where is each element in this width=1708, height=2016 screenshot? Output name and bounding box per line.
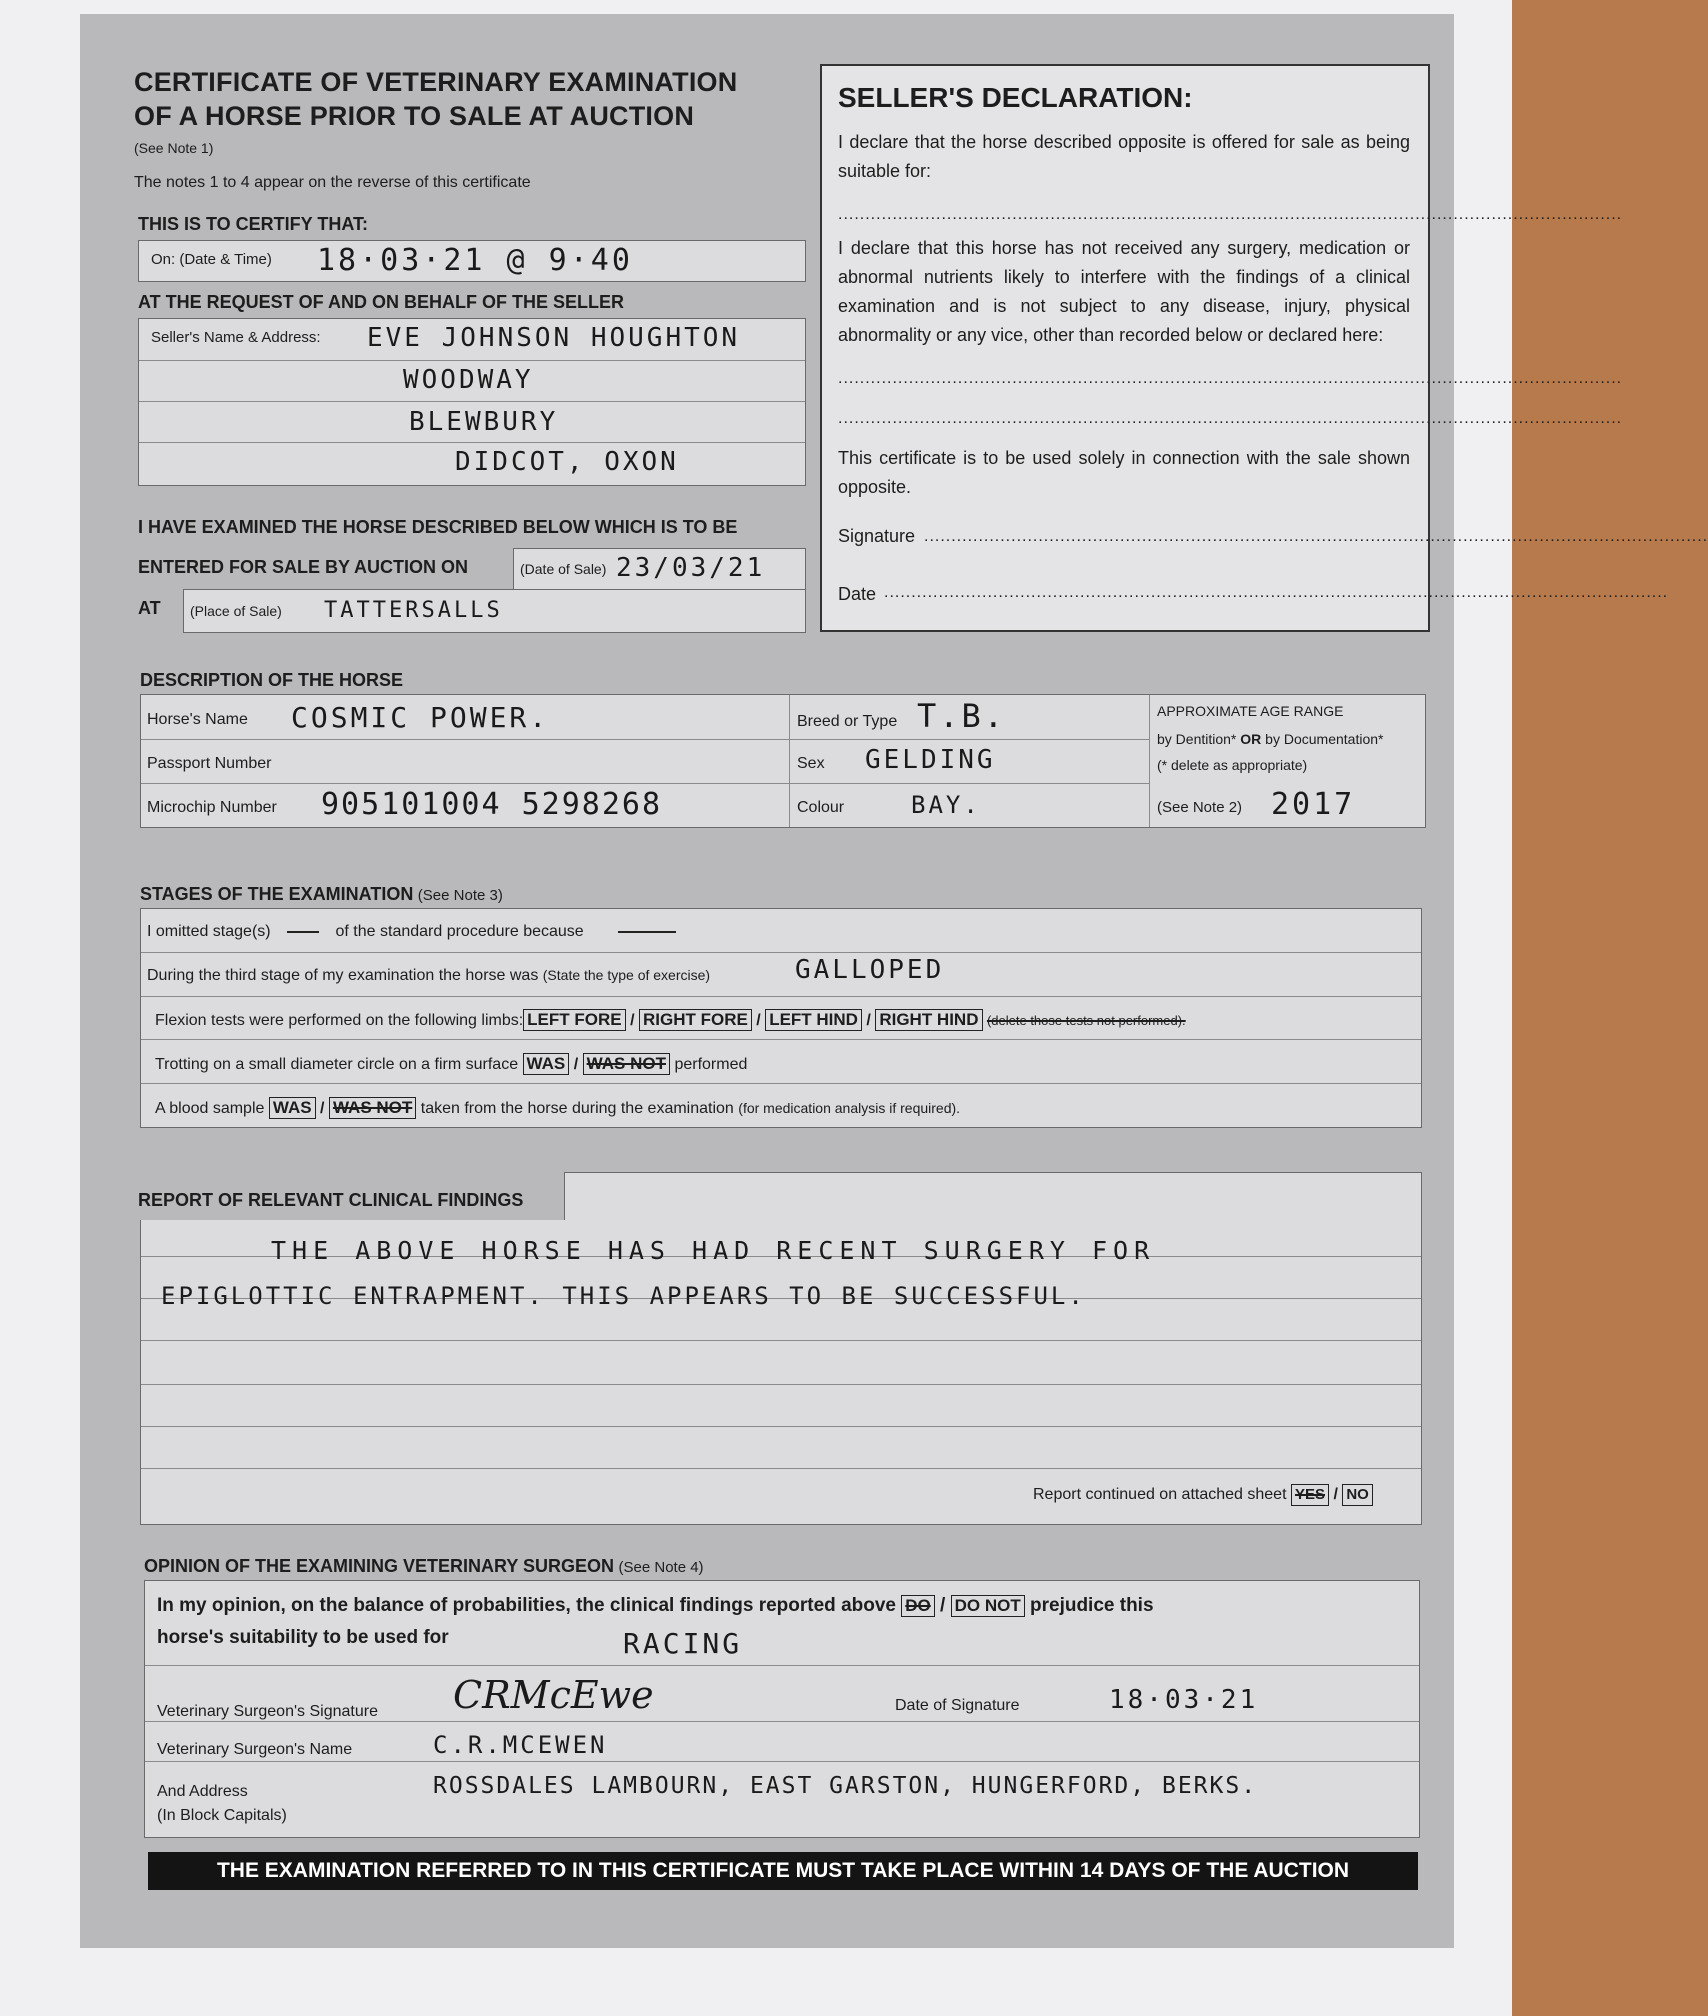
age-heading: APPROXIMATE AGE RANGE [1157,703,1344,719]
certificate-title-line2: OF A HORSE PRIOR TO SALE AT AUCTION [134,101,695,131]
vet-name-value: C.R.MCEWEN [433,1731,608,1759]
limb-left-fore: LEFT FORE [523,1009,625,1031]
declaration-para3: This certificate is to be used solely in connection with the sale shown opposite. [838,448,1410,497]
certify-heading: THIS IS TO CERTIFY THAT: [138,214,369,234]
limb-right-hind: RIGHT HIND [875,1009,982,1031]
flexion-row: Flexion tests were performed on the following limbs: LEFT FORE / RIGHT FORE / LEFT HIND / RIGHT HIND (delete those tests not performed). [155,1010,1186,1029]
third-stage-text: During the third stage of my examination the horse was (State the type of exercise) [147,967,711,984]
declaration-title: SELLER'S DECLARATION: [838,82,1193,113]
certificate-form [80,14,1708,1948]
place-of-sale-value: TATTERSALLS [324,598,503,623]
limb-left-hind: LEFT HIND [765,1009,862,1031]
microchip-label: Microchip Number [147,799,277,816]
horse-name-value: COSMIC POWER. [291,701,550,734]
date-of-sale-field [513,548,806,590]
breed-label: Breed or Type [797,713,898,730]
report-continued: Report continued on attached sheet YES / NO [1033,1484,1373,1506]
vet-signature-label: Veterinary Surgeon's Signature [157,1703,378,1720]
footer-banner: THE EXAMINATION REFERRED TO IN THIS CERTIFICATE MUST TAKE PLACE WITHIN 14 DAYS OF THE AUCTION [148,1852,1418,1890]
omitted-text: I omitted stage(s) of the standard procedure because [147,923,676,941]
date-time-label: On: (Date & Time) [151,251,272,268]
examined-text: I HAVE EXAMINED THE HORSE DESCRIBED BELOW WHICH IS TO BE [138,517,738,537]
report-line1: THE ABOVE HORSE HAS HAD RECENT SURGERY FOR [271,1236,1156,1265]
continued-yes: YES [1291,1484,1329,1506]
vet-address-label-caps: (In Block Capitals) [157,1807,287,1824]
opinion-do: DO [901,1595,935,1617]
report-box [140,1220,1422,1525]
sex-value: GELDING [865,745,996,775]
microchip-value: 905101004 5298268 [321,787,663,822]
declaration-date-label: Date [838,584,877,604]
declaration-dots: ................................................................................................................................................ [838,370,1623,387]
declaration-signature-line: ................................................................................................................................................ [924,528,1708,545]
stages-heading: STAGES OF THE EXAMINATION (See Note 3) [140,884,503,904]
see-note-1: (See Note 1) [134,140,214,156]
vet-address-value: ROSSDALES LAMBOURN, EAST GARSTON, HUNGERFORD, BERKS. [433,1773,1258,1799]
declaration-para1: I declare that the horse described opposite is offered for sale as being suitable for: [838,132,1410,181]
date-time-value: 18·03·21 @ 9·40 [317,243,633,278]
opinion-do-not: DO NOT [951,1595,1025,1617]
declaration-signature-label: Signature [838,526,916,546]
continued-no: NO [1342,1484,1373,1506]
colour-label: Colour [797,799,845,816]
date-of-signature-label: Date of Signature [895,1697,1020,1714]
date-of-sale-value: 23/03/21 [616,553,766,583]
age-delete-note: (* delete as appropriate) [1157,757,1308,773]
horse-name-label: Horse's Name [147,711,248,728]
colour-value: BAY. [911,791,981,819]
entered-text: ENTERED FOR SALE BY AUCTION ON [138,557,469,577]
place-of-sale-label: (Place of Sale) [190,603,282,619]
vet-signature: CRMcEwe [453,1673,654,1717]
declaration-date-line: ................................................................................................................................................ [884,584,1669,601]
request-heading: AT THE REQUEST OF AND ON BEHALF OF THE SELLER [138,292,624,312]
sex-label: Sex [797,755,825,772]
declaration-para2: I declare that this horse has not received any surgery, medication or abnormal nutrients likely to interfere with the findings of a clinical examination and is not subject to any disease, injury, physical abnormality or any vice, other than recorded below or declared here: [838,238,1410,345]
notes-text: The notes 1 to 4 appear on the reverse of this certificate [134,174,531,191]
age-method: by Dentition* OR by Documentation* [1157,731,1384,747]
at-label: AT [138,598,161,618]
age-value: 2017 [1271,787,1356,822]
place-of-sale-field [183,589,806,633]
seller-address-field [138,318,806,486]
certificate-title-line1: CERTIFICATE OF VETERINARY EXAMINATION [134,67,738,97]
description-heading: DESCRIPTION OF THE HORSE [140,670,404,690]
description-table [140,694,1426,828]
seller-line: WOODWAY [403,365,534,395]
report-line2: EPIGLOTTIC ENTRAPMENT. THIS APPEARS TO BE SUCCESSFUL. [161,1282,1086,1310]
seller-line: DIDCOT, OXON [455,447,679,477]
age-see-note: (See Note 2) [1157,799,1243,816]
trotting-was: WAS [523,1053,570,1075]
vet-address-label: And Address [157,1783,248,1800]
date-of-signature-value: 18·03·21 [1109,1685,1259,1715]
limb-right-fore: RIGHT FORE [639,1009,752,1031]
declaration-dots: ................................................................................................................................................ [838,410,1623,427]
vet-name-label: Veterinary Surgeon's Name [157,1741,353,1758]
date-time-field [138,240,806,282]
seller-label: Seller's Name & Address: [151,329,321,346]
stages-table [140,908,1422,1128]
blood-was-not: WAS NOT [329,1097,416,1119]
date-of-sale-label: (Date of Sale) [520,561,607,577]
report-heading: REPORT OF RELEVANT CLINICAL FINDINGS [138,1190,524,1210]
blood-sample-row: A blood sample WAS / WAS NOT taken from the horse during the examination (for medication analysis if required). [155,1098,961,1117]
opinion-statement: In my opinion, on the balance of probabilities, the clinical findings reported above DO / DO NOT prejudice this [157,1595,1154,1616]
breed-value: T.B. [917,697,1007,735]
trotting-was-not: WAS NOT [583,1053,670,1075]
passport-label: Passport Number [147,755,272,772]
blood-was: WAS [269,1097,316,1119]
seller-line: BLEWBURY [409,407,559,437]
sellers-declaration-box [820,64,1708,632]
declaration-dots: ................................................................................................................................................ [838,206,1623,223]
third-stage-value: GALLOPED [795,955,945,985]
report-tab [564,1172,1422,1222]
opinion-suitability: horse's suitability to be used for [157,1627,449,1648]
trotting-row: Trotting on a small diameter circle on a firm surface WAS / WAS NOT performed [155,1054,748,1073]
seller-line: EVE JOHNSON HOUGHTON [367,323,741,353]
opinion-box [144,1580,1420,1838]
opinion-use-value: RACING [623,1627,743,1660]
opinion-heading: OPINION OF THE EXAMINING VETERINARY SURGEON (See Note 4) [144,1556,704,1576]
